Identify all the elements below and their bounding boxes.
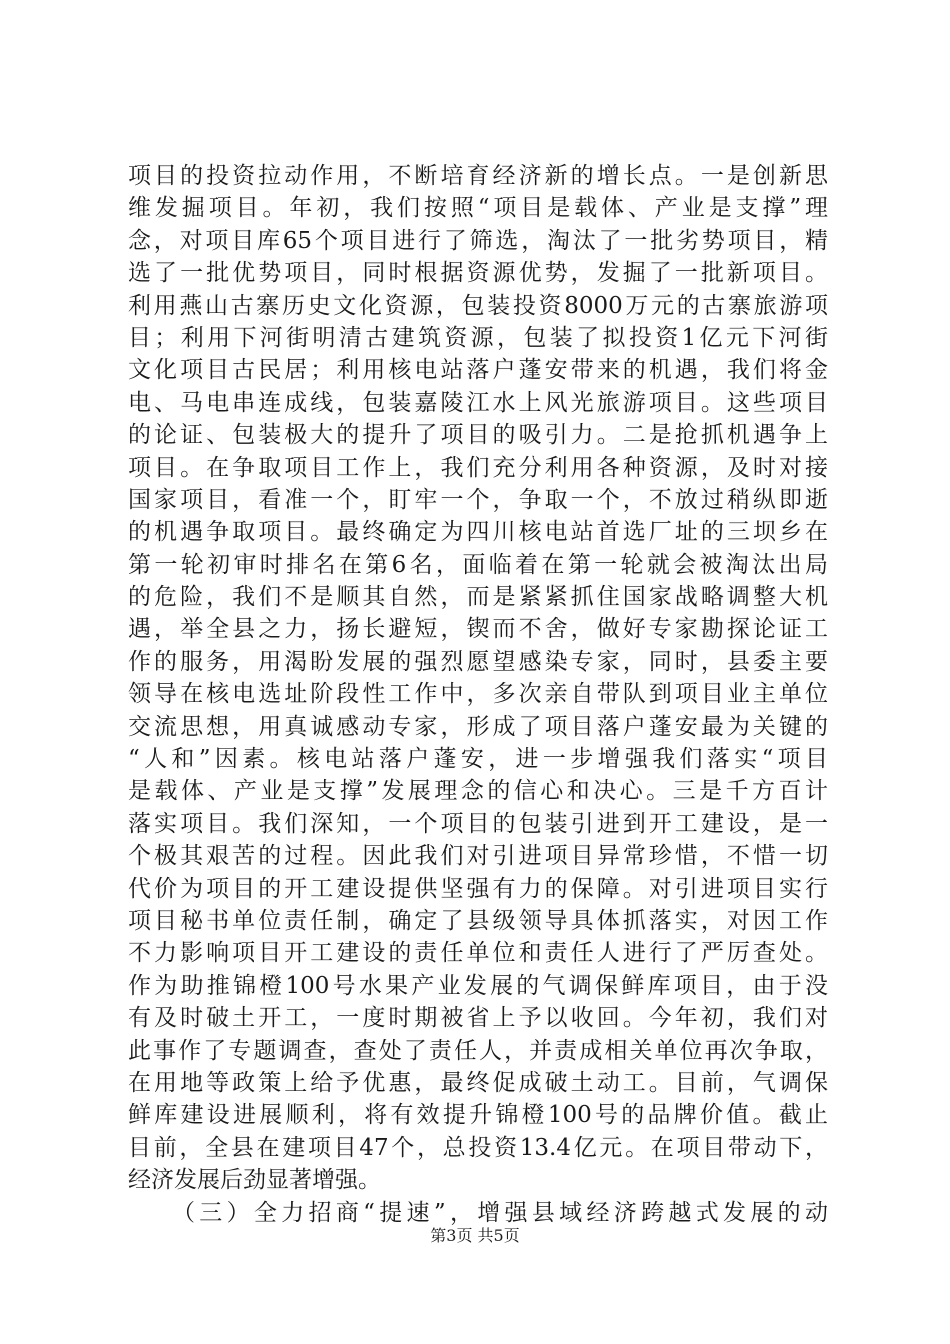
text-line: 项目的投资拉动作用，不断培育经济新的增长点。一是创新思 xyxy=(128,163,828,189)
page-footer: 第3页 共5页 xyxy=(430,1226,520,1245)
text-line: 不力影响项目开工建设的责任单位和责任人进行了严厉查处。 xyxy=(128,940,828,967)
text-line: 领导在核电选址阶段性工作中，多次亲自带队到项目业主单位 xyxy=(128,681,828,708)
text-line: 代价为项目的开工建设提供坚强有力的保障。对引进项目实行 xyxy=(128,875,828,902)
document-body xyxy=(128,160,828,1229)
text-line: 个极其艰苦的过程。因此我们对引进项目异常珍惜，不惜一切 xyxy=(128,843,828,870)
text-line: 的论证、包装极大的提升了项目的吸引力。二是抢抓机遇争上 xyxy=(128,422,828,449)
text-line: 国家项目，看准一个，盯牢一个，争取一个，不放过稍纵即逝 xyxy=(128,486,828,513)
text-line: 交流思想，用真诚感动专家，形成了项目落户蓬安最为关键的 xyxy=(128,713,828,740)
text-line: 电、马电串连成线，包装嘉陵江水上风光旅游项目。这些项目 xyxy=(128,389,828,416)
text-line: 落实项目。我们深知，一个项目的包装引进到开工建设，是一 xyxy=(128,810,828,837)
text-line: 项目秘书单位责任制，确定了县级领导具体抓落实，对因工作 xyxy=(128,907,828,934)
text-line: 是载体、产业是支撑”发展理念的信心和决心。三是千方百计 xyxy=(128,778,828,805)
text-line: 选了一批优势项目，同时根据资源优势，发掘了一批新项目。 xyxy=(128,260,828,287)
text-line: 维发掘项目。年初，我们按照“项目是载体、产业是支撑”理 xyxy=(128,195,828,222)
text-line: 经济发展后劲显著增强。 xyxy=(128,1167,381,1194)
text-line: 的机遇争取项目。最终确定为四川核电站首选厂址的三坝乡在 xyxy=(128,519,828,546)
paragraph xyxy=(128,160,828,1197)
text-line: 遇，举全县之力，扬长避短，锲而不舍，做好专家勘探论证工 xyxy=(128,616,828,643)
text-line: “人和”因素。核电站落户蓬安，进一步增强我们落实“项目 xyxy=(128,746,828,773)
text-line: 有及时破土开工，一度时期被省上予以收回。今年初，我们对 xyxy=(128,1005,828,1032)
text-line: 鲜库建设进展顺利，将有效提升锦橙100号的品牌价值。截止 xyxy=(128,1102,828,1129)
text-line: 在用地等政策上给予优惠，最终促成破土动工。目前，气调保 xyxy=(128,1069,828,1096)
text-line: 此事作了专题调查，查处了责任人，并责成相关单位再次争取， xyxy=(128,1037,828,1064)
text-line: 项目。在争取项目工作上，我们充分利用各种资源，及时对接 xyxy=(128,454,828,481)
text-line: （三）全力招商“提速”，增强县域经济跨越式发展的动 xyxy=(172,1199,828,1226)
text-line: 作为助推锦橙100号水果产业发展的气调保鲜库项目，由于没 xyxy=(128,972,828,999)
paragraph xyxy=(128,1197,828,1229)
text-line: 作的服务，用渴盼发展的强烈愿望感染专家，同时，县委主要 xyxy=(128,648,828,675)
text-line: 目；利用下河街明清古建筑资源，包装了拟投资1亿元下河街 xyxy=(128,324,828,351)
text-line: 念，对项目库65个项目进行了筛选，淘汰了一批劣势项目，精 xyxy=(128,227,828,254)
text-line: 文化项目古民居；利用核电站落户蓬安带来的机遇，我们将金 xyxy=(128,357,828,384)
text-line: 目前，全县在建项目47个，总投资13.4亿元。在项目带动下， xyxy=(128,1134,828,1161)
text-line: 的危险，我们不是顺其自然，而是紧紧抓住国家战略调整大机 xyxy=(128,584,828,611)
text-line: 第一轮初审时排名在第6名，面临着在第一轮就会被淘汰出局 xyxy=(128,551,828,578)
text-line: 利用燕山古寨历史文化资源，包装投资8000万元的古寨旅游项 xyxy=(128,292,828,319)
